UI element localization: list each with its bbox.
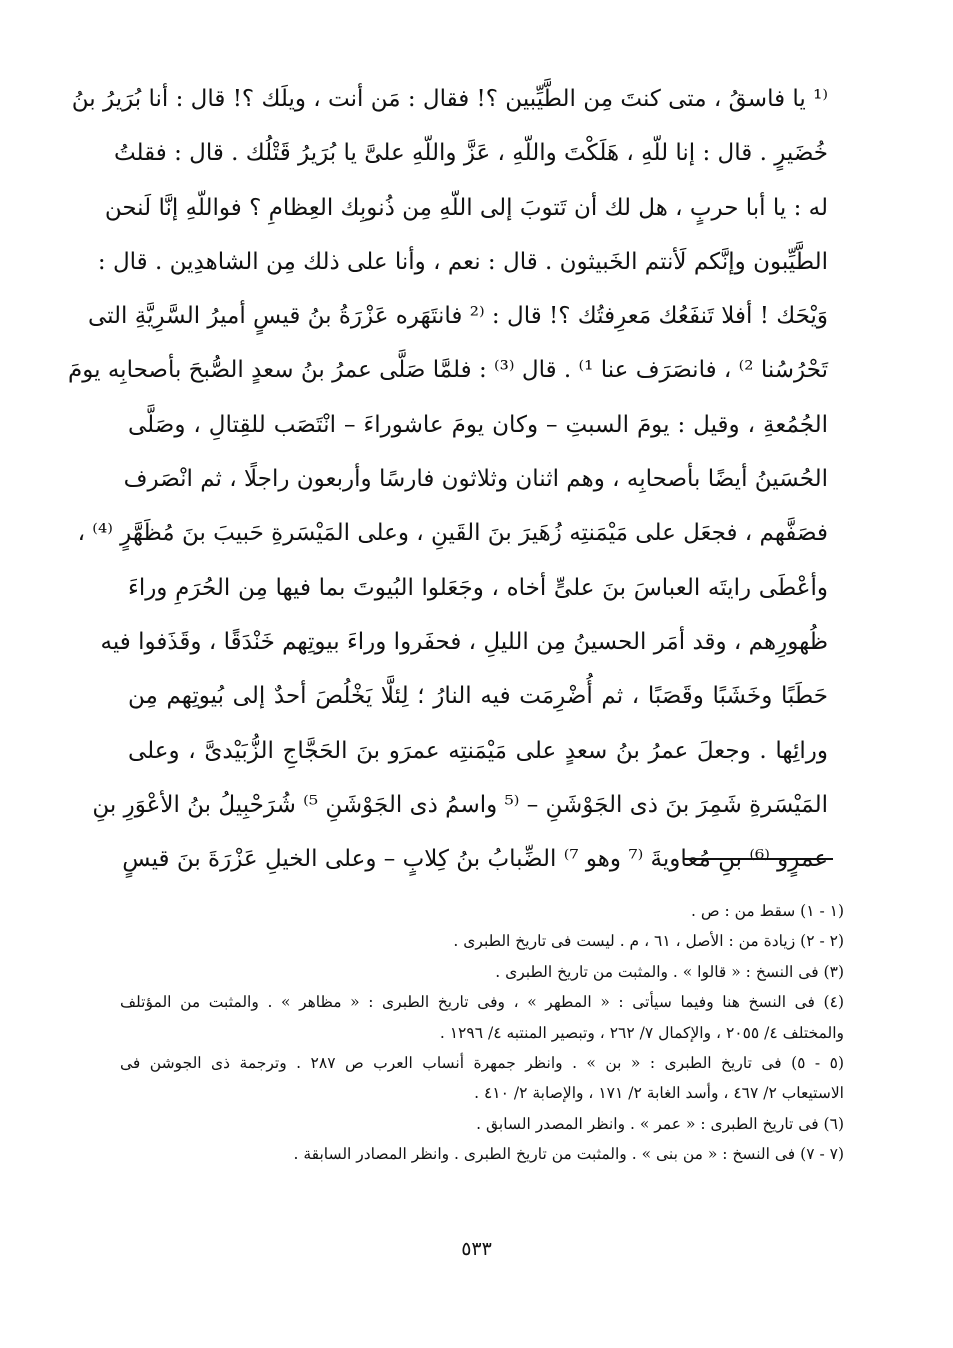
text-line: الحُسَينُ أيضًا بأصحابِه ، وهم اثنان وثلاثون فارسًا وأربعون راجلًا ، ثم انْصَرف bbox=[123, 466, 828, 493]
text-line: وَيْحَك ! أفلا تَنفَعُك مَعرِفتُك ؟! قال : ⁽² فانتَهَره عَزْرَةُ بنُ قيسٍ أميرُ السَّرِيَّةِ التى bbox=[87, 303, 828, 330]
text-line: المَيْسَرةِ شَمِرَ بنَ ذى الجَوْشَنِ – ⁽⁵ واسمُ ذى الجَوْشَنِ ⁵⁾ شُرَحْبِيلُ بنُ الأعْوَرِ بنِ bbox=[92, 791, 828, 818]
footnote-separator bbox=[683, 858, 833, 860]
text-line: وأعْطَى رايتَه العباسَ بنَ علىٍّ أخاه ، وجَعَلوا البُيوتَ بما فيها مِن الحُرَمِ وراءَ bbox=[128, 574, 828, 601]
text-line: الطَّيِّبون وإنَّكم لَأنتم الخَبيثون . قال : نعم ، وأنا على ذلك مِن الشاهدِين . قال : bbox=[97, 248, 828, 275]
footnote-line: (٢ - ٢) زيادة من : الأصل ، ٦١ ، م . ليست فى تاريخ الطبرى . bbox=[453, 932, 844, 951]
footnote-line: الاستيعاب ٢/ ٤٦٧ ، وأسد الغابة ٢/ ١٧١ ، والإصابة ٢/ ٤١٠ . bbox=[474, 1084, 844, 1103]
text-line: الجُمُعةِ ، وقيل : يومَ السبتِ – وكان يومَ عاشوراءَ – انْتَصَب للقِتالِ ، وصَلَّى bbox=[128, 411, 828, 438]
text-line: حَطَبًا وخَشَبًا وقَصَبًا ، ثم أُضْرِمَت فيه النارُ ؛ لِئلَّا يَخْلُصَ أحدٌ إلى بُيوتِهم مِن bbox=[128, 683, 828, 710]
text-line: عمرٍو ⁽⁶⁾ بنِ مُعاويةَ ⁽⁷ وهو ⁷⁾ الضِّبابُ بنُ كِلابٍ – وعلى الخيلِ عَزْرَةَ بنَ قيسٍ bbox=[122, 846, 828, 873]
text-line: خُضَيرٍ . قال : إنا للّهِ ، هَلَكْتَ واللّهِ ، عَزَّ واللّهِ علىَّ يا بُرَيرُ قَتْلُك . قال : فقلتُ bbox=[113, 140, 828, 167]
footnote-line: (٧ - ٧) فى النسخ : « من بنى » . والمثبت من تاريخ الطبرى . وانظر المصادر السابقة . bbox=[293, 1145, 844, 1164]
text-line: ظُهورِهم ، وقد أمَر الحسينُ مِن الليلِ ، فحفَروا وراءَ بيوتِهم خَنْدَقًا ، وقَذَفوا فيه bbox=[100, 628, 828, 655]
footnote-line: (٦) فى تاريخ الطبرى : « عمر » . وانظر المصدر السابق . bbox=[476, 1114, 844, 1133]
page-number: ٥٣٣ bbox=[461, 1238, 492, 1260]
text-line: تَحْرُسُنا ²⁾ ، فانصَرَف عنا ¹⁾ . قال ⁽³⁾ : فلمَّا صَلَّى عمرُ بنُ سعدٍ الصُّبحَ بأصحابِه يومَ bbox=[68, 357, 828, 384]
footnote-line: (١ - ١) سقط من : ص . bbox=[690, 902, 844, 920]
text-line: فصَفَّهم ، فجعَل على مَيْمَنتِه زُهَيرَ بنَ القَينِ ، وعلى المَيْسَرةِ حَبيبَ بنَ مُظَهَّرٍ ⁽⁴⁾ ، bbox=[77, 520, 828, 547]
footnotes-block bbox=[120, 896, 844, 1170]
text-line: ورائِها . وجعلَ عمرُ بنُ سعدٍ على مَيْمَنتِه عمرَو بنَ الحَجَّاجِ الزُّبَيْدىَّ ، وعلى bbox=[128, 737, 828, 764]
footnote-line: (٥ - ٥) فى تاريخ الطبرى : « بن » . وانظر جمهرة أنساب العرب ص ٢٨٧ . وترجمة ذى الجوشن فى bbox=[120, 1053, 844, 1072]
text-line: له : يا أبا حربٍ ، هل لك أن تَتوبَ إلى اللّهِ مِن ذُنوبِك العِظامِ ؟ فواللّهِ إنَّا لَنحن bbox=[104, 194, 828, 221]
footnote-line: والمختلف ٤/ ٢٠٥٥ ، والإكمال ٧/ ٢٦٢ ، وتبصير المنتبه ٤/ ١٢٩٦ . bbox=[439, 1023, 844, 1042]
main-text-block bbox=[68, 72, 828, 886]
footnote-line: (٣) فى النسخ : « قالوا » . والمثبت من تاريخ الطبرى . bbox=[495, 962, 844, 981]
footnote-line: (٤) فى النسخ هنا وفيما سيأتى : « المطهر » ، وفى تاريخ الطبرى : « مظاهر » . والمثبت من المؤتلف bbox=[120, 993, 844, 1012]
text-line: ⁽¹ يا فاسقُ ، متى كنتَ مِن الطَّيِّبين ؟! فقال : مَن أنت ، ويلَك ؟! قال : أنا بُرَيرُ بنُ bbox=[71, 86, 828, 112]
